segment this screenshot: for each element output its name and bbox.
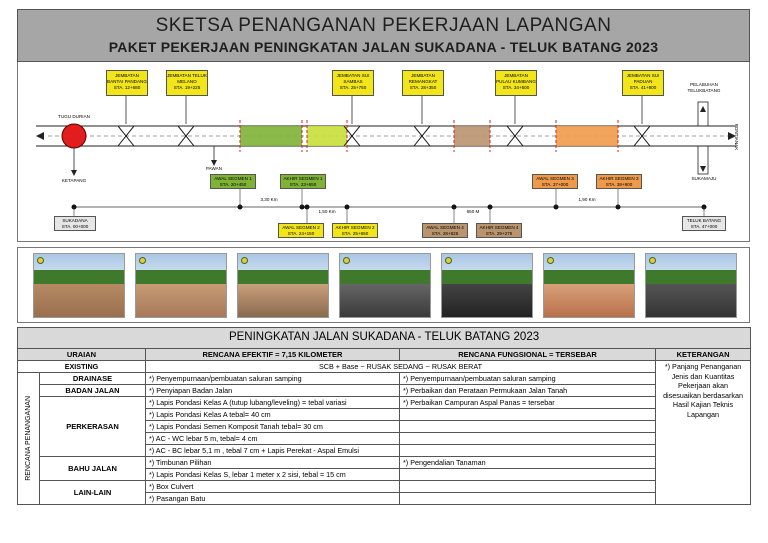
bridge-label-remangkat: JEMBATAN REMANGKAT STA. 28+350 [402,70,444,96]
bridge-label-sui-sambas: JEMBATAN SUI SAMBAS STA. 25+750 [332,70,374,96]
lain-lain-efektif-2: *) Pasangan Batu [146,493,400,505]
bahu-jalan-efektif-2: *) Lapis Pondasi Kelas S, lebar 1 meter x 2 sisi, tebal = 15 cm [146,469,400,481]
logo-icon [547,257,554,264]
bridge-label-teluk-melano: JEMBATAN TELUK MELANO STA. 19+225 [166,70,208,96]
logo-icon [241,257,248,264]
header-efektif: RENCANA EFEKTIF = 7,15 KILOMETER [146,349,400,361]
perkerasan-efektif-3: *) Lapis Pondasi Semen Komposit Tanah tebal= 30 cm [146,421,400,433]
drainase-fungsional: *) Penyempurnaan/pembuatan saluran samping [400,373,656,385]
row-label-lain-lain: LAIN-LAIN [40,481,146,505]
perkerasan-fungsional-2 [400,409,656,421]
perkerasan-efektif-4: *) AC - WC lebar 5 m, tebal= 4 cm [146,433,400,445]
row-label-bahu-jalan: BAHU JALAN [40,457,146,481]
drainase-efektif: *) Penyempurnaan/pembuatan saluran samping [146,373,400,385]
place-pelabuhan: PELABUHAN TELUKBATANG [687,82,721,93]
place-tugu-durian: TUGU DURIAN [58,114,90,119]
arrow-down-icon [71,170,77,176]
lain-lain-fungsional-1 [400,481,656,493]
row-label-perkerasan: PERKERASAN [40,397,146,457]
distance-label-4: 1,90 Km [578,197,596,202]
bahu-jalan-efektif-1: *) Timbunan Pilihan [146,457,400,469]
perkerasan-fungsional-1: *) Perbaikan Campuran Aspal Panas = tersebar [400,397,656,409]
segment-akhir-2: AKHIR SEGMEN 2 STA. 25+650 [332,223,378,238]
bahu-jalan-fungsional-1: *) Pengendalian Tanaman [400,457,656,469]
existing-label: EXISTING [18,361,146,373]
place-sukamaju: SUKAMAJU [691,176,717,181]
bridge-label-pulau-kumbang: JEMBATAN PULAU KUMBANG STA. 34+500 [495,70,537,96]
endpoint-teluk-batang: TELUK BATANG STA. 47+000 [682,216,726,231]
segment-awal-2: AWAL SEGMEN 2 STA. 24+150 [278,223,324,238]
photo-4 [339,253,431,318]
tugu-durian-roundabout [62,124,86,148]
segment-1-bar [240,126,302,146]
perkerasan-efektif-5: *) AC - BC lebar 5,1 m , tebal 7 cm + Lapis Perekat - Aspal Emulsi [146,445,400,457]
lain-lain-fungsional-2 [400,493,656,505]
branch-pelabuhan [698,102,708,126]
place-pawan: PAWAN [205,166,223,171]
page-header [17,9,750,62]
bridge-label-sui-paduan: JEMBATAN SUI PADUAN STA. 41+800 [622,70,664,96]
bridge-pointers [126,96,642,124]
existing-value: SCB + Base ~ RUSAK SEDANG ~ RUSAK BERAT [146,361,656,373]
perkerasan-efektif-2: *) Lapis Pondasi Kelas A tebal= 40 cm [146,409,400,421]
logo-icon [445,257,452,264]
segment-4-bar [454,126,490,146]
photo-1 [33,253,125,318]
photo-strip [17,247,750,323]
logo-icon [37,257,44,264]
logo-icon [139,257,146,264]
segment-awal-4: AWAL SEGMEN 4 STA. 28+625 [422,223,468,238]
arrow-down-icon [700,166,706,172]
endpoint-sukadana: SUKADANA STA. 00+000 [54,216,96,231]
header-fungsional: RENCANA FUNGSIONAL = TERSEBAR [400,349,656,361]
segment-awal-3: AWAL SEGMEN 3 STA. 37+000 [532,174,578,189]
arrow-up-icon [700,106,706,112]
segment-akhir-1: AKHIR SEGMEN 1 STA. 23+650 [280,174,326,189]
segment-awal-1: AWAL SEGMEN 1 STA. 20+450 [210,174,256,189]
logo-icon [343,257,350,264]
badan-jalan-fungsional: *) Perbaikan dan Perataan Permukaan Jalan Tanah [400,385,656,397]
perkerasan-fungsional-3 [400,421,656,433]
bahu-jalan-fungsional-2 [400,469,656,481]
segment-akhir-3: AKHIR SEGMEN 3 STA. 38+900 [596,174,642,189]
page-subtitle: PAKET PEKERJAAN PENINGKATAN JALAN SUKADANA - TELUK BATANG 2023 [108,39,659,55]
bridge-label-bantai-pandang: JEMBATAN BANTAI PANDANG STA. 12+680 [106,70,148,96]
badan-jalan-efektif: *) Penyiapan Badan Jalan [146,385,400,397]
perkerasan-fungsional-4 [400,433,656,445]
perkerasan-fungsional-5 [400,445,656,457]
photo-6 [543,253,635,318]
perkerasan-efektif-1: *) Lapis Pondasi Kelas A (tutup lubang/leveling) = tebal variasi [146,397,400,409]
page-title: SKETSA PENANGANAN PEKERJAAN LAPANGAN [155,15,612,36]
header-uraian: URAIAN [18,349,146,361]
segment-3-bar [556,126,618,146]
chainage-ticks [74,187,704,224]
group-rencana-penanganan: RENCANA PENANGANAN [18,373,40,505]
place-ketapang: KETAPANG [61,178,87,183]
photo-7 [645,253,737,318]
row-label-badan-jalan: BADAN JALAN [40,385,146,397]
distance-label-1: 3,30 Km [260,197,278,202]
place-pontianak: PONTIANAK [734,123,739,151]
segment-2-bar [307,126,347,146]
road-sketch [17,62,750,242]
keterangan-note: *) Panjang Penanganan Jenis dan Kuantitas Pekerjaan akan disesuaikan berdasarkan Hasil Kajian Teknis Lapangan [656,361,751,505]
lain-lain-efektif-1: *) Box Culvert [146,481,400,493]
segment-akhir-4: AKHIR SEGMEN 4 STA. 29+275 [476,223,522,238]
arrow-left-icon [36,132,44,140]
photo-5 [441,253,533,318]
row-label-drainase: DRAINASE [40,373,146,385]
header-keterangan: KETERANGAN [656,349,751,361]
photo-2 [135,253,227,318]
logo-icon [649,257,656,264]
distance-label-3: 650 M [466,209,480,214]
distance-label-2: 1,50 Km [318,209,336,214]
photo-3 [237,253,329,318]
work-table [17,327,750,505]
table-title: PENINGKATAN JALAN SUKADANA - TELUK BATANG 2023 [18,328,751,349]
